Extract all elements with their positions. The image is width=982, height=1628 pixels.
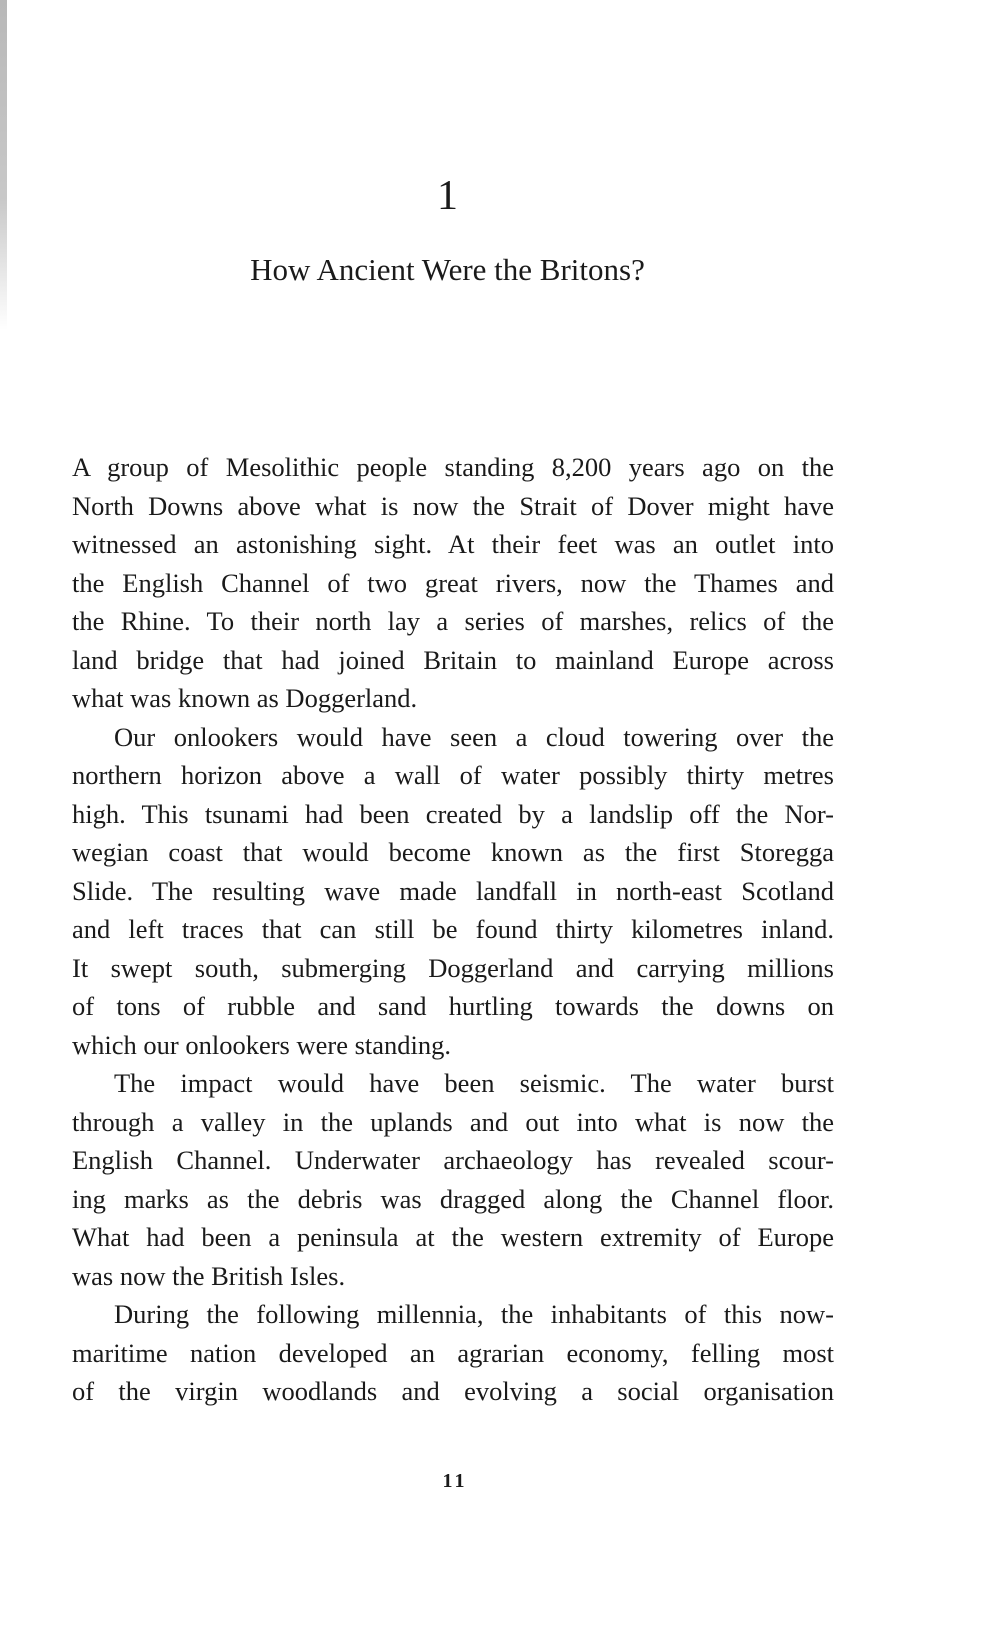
- text-line: A group of Mesolithic people standing 8,200 years ago on the: [72, 452, 834, 482]
- chapter-number: 1: [437, 173, 458, 219]
- text-line: was now the British Isles.: [72, 1260, 346, 1291]
- text-line: Our onlookers would have seen a cloud towering over the: [114, 721, 834, 752]
- text-line: high. This tsunami had been created by a landslip off the Nor-: [72, 798, 834, 829]
- text-line: which our onlookers were standing.: [72, 1029, 452, 1060]
- text-line: English Channel. Underwater archaeology has revealed scour-: [72, 1145, 834, 1175]
- text-line: maritime nation developed an agrarian economy, felling most: [72, 1337, 834, 1368]
- text-line: what was known as Doggerland.: [72, 683, 418, 713]
- text-line: North Downs above what is now the Strait of Dover might have: [72, 490, 834, 521]
- text-line: ing marks as the debris was dragged along the Channel floor.: [72, 1183, 834, 1214]
- text-line: Slide. The resulting wave made landfall in north-east Scotland: [72, 875, 834, 906]
- text-line: and left traces that can still be found thirty kilometres inland.: [72, 914, 834, 944]
- text-line: It swept south, submerging Doggerland and carrying millions: [72, 952, 834, 983]
- text-line: of the virgin woodlands and evolving a social organisation: [72, 1376, 834, 1406]
- page-number: 11: [442, 1470, 468, 1492]
- text-line: northern horizon above a wall of water possibly thirty metres: [72, 760, 834, 790]
- text-line: The impact would have been seismic. The water burst: [114, 1068, 834, 1098]
- chapter-title: How Ancient Were the Britons?: [250, 252, 645, 287]
- text-line: through a valley in the uplands and out into what is now the: [72, 1106, 834, 1137]
- text-line: What had been a peninsula at the western extremity of Europe: [72, 1222, 834, 1252]
- body-text: [72, 448, 834, 1411]
- text-line: witnessed an astonishing sight. At their feet was an outlet into: [72, 529, 834, 559]
- text-line: the English Channel of two great rivers, now the Thames and: [72, 567, 834, 598]
- text-line: During the following millennia, the inhabitants of this now-: [114, 1299, 834, 1329]
- text-line: wegian coast that would become known as the first Storegga: [72, 837, 834, 867]
- text-line: of tons of rubble and sand hurtling towards the downs on: [72, 991, 834, 1021]
- text-line: land bridge that had joined Britain to mainland Europe across: [72, 644, 834, 675]
- text-line: the Rhine. To their north lay a series of marshes, relics of the: [72, 606, 834, 636]
